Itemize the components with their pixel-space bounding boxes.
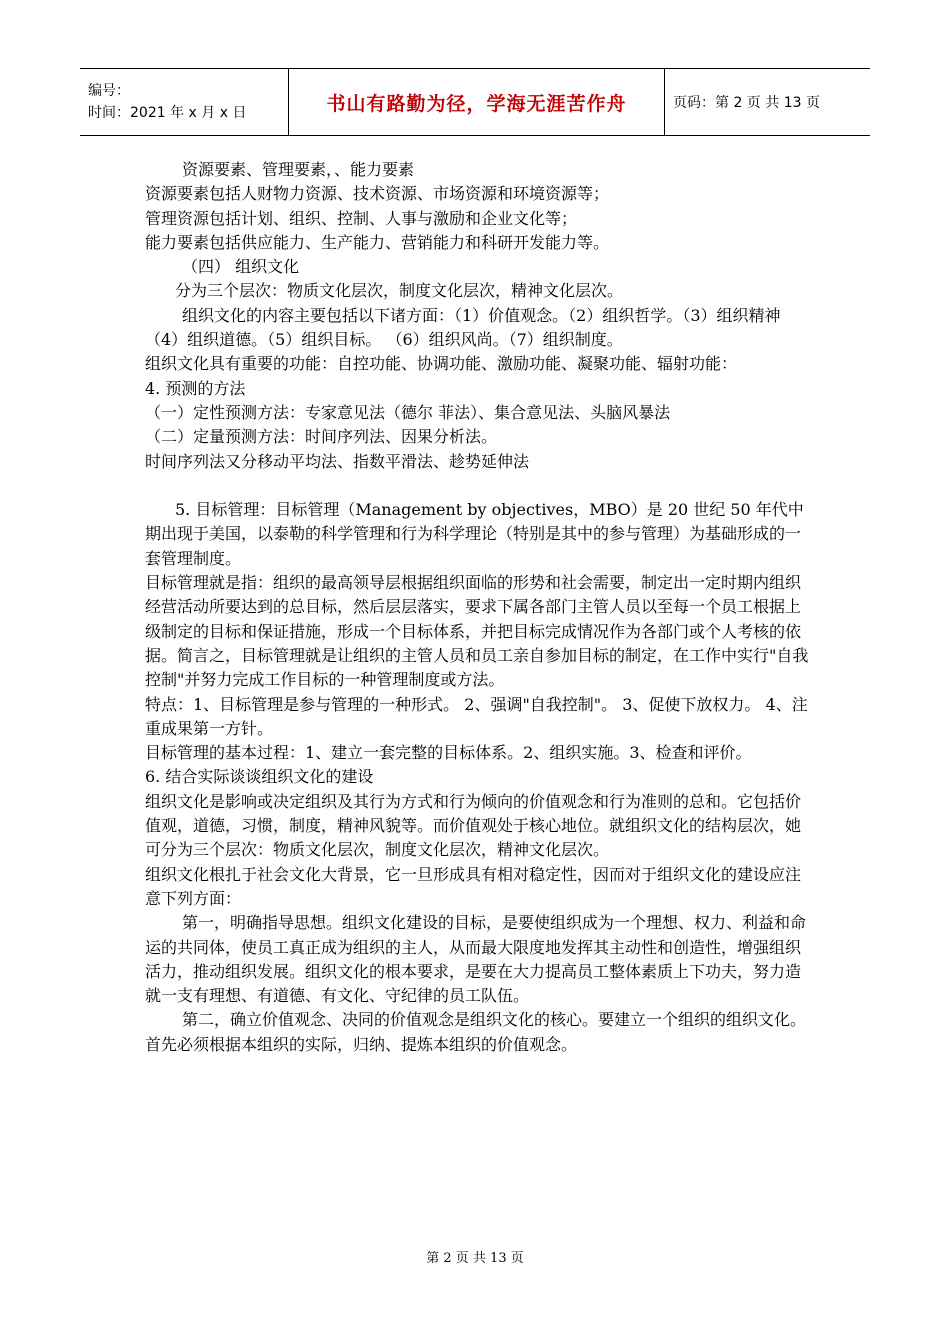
paragraph: 能力要素包括供应能力、生产能力、营销能力和科研开发能力等。 [145,232,610,252]
paragraph: 分为三个层次：物质文化层次，制度文化层次，精神文化层次。 [175,281,624,301]
paragraph: 资源要素、管理要素，、能力要素 [182,160,415,179]
document-body [145,158,810,1057]
document-number-label: 编号： [88,83,130,99]
header-motto: 书山有路勤为径，学海无涯苦作舟 [326,92,627,115]
section-heading: 5. 目标管理：目标管理（Management by objectives，MBO）是 20 世纪 50 年代中期出现于美国，以泰勒的科学管理和行为科学理论（特别是其中的参与管理）为基础形成的一套管理制度。 [145,500,804,568]
page-footer: 第 2 页 共 13 页 [426,1251,524,1266]
header-page-info: 页码：第 2 页 共 13 页 [665,69,871,136]
paragraph: （一）定性预测方法：专家意见法（德尔 菲法）、集合意见法、头脑风暴法 [145,402,671,422]
paragraph: 第二，确立价值观念、决同的价值观念是组织文化的核心。要建立一个组织的组织文化。首先必须根据本组织的实际，归纳、提炼本组织的价值观念。 [145,1010,807,1054]
paragraph: 组织文化的内容主要包括以下诸方面：（1）价值观念。（2）组织哲学。（3）组织精神（4）组织道德。（5）组织目标。 （6）组织风尚。（7）组织制度。 [145,305,781,350]
paragraph: 目标管理的基本过程：1、建立一套完整的目标体系。2、组织实施。3、检查和评价。 [145,743,752,763]
paragraph: 资源要素包括人财物力资源、技术资源、市场资源和环境资源等； [145,184,610,204]
page-header [80,68,870,136]
section-heading: 6. 结合实际谈谈组织文化的建设 [145,767,374,787]
paragraph: 管理资源包括计划、组织、控制、人事与激励和企业文化等； [145,208,578,228]
header-meta [80,69,289,136]
paragraph: 特点：1、目标管理是参与管理的一种形式。 2、强调"自我控制"。 3、促使下放权力。 4、注重成果第一方针。 [145,694,808,738]
paragraph: 第一，明确指导思想。组织文化建设的目标，是要使组织成为一个理想、权力、利益和命运的共同体，使员工真正成为组织的主人，从而最大限度地发挥其主动性和创造性，增强组织活力，推动组织发展。组织文化的根本要求，是要在大力提高员工整体素质上下功夫，努力造就一支有理想、有道德、有文化、守纪律的员工队伍。 [145,913,807,1006]
section-heading: 4. 预测的方法 [145,378,246,398]
header-motto-cell [289,69,665,136]
document-date: 时间：2021 年 x 月 x 日 [88,105,247,121]
paragraph: （二）定量预测方法：时间序列法、因果分析法。 [145,427,498,447]
paragraph: 组织文化是影响或决定组织及其行为方式和行为倾向的价值观念和行为准则的总和。它包括价值观，道德，习惯，制度，精神风貌等。而价值观处于核心地位。就组织文化的结构层次，她可分为三个层次：物质文化层次，制度文化层次，精神文化层次。 [145,791,802,860]
paragraph: 时间序列法又分移动平均法、指数平滑法、趁势延伸法 [145,451,530,471]
paragraph: 组织文化根扎于社会文化大背景，它一旦形成具有相对稳定性，因而对于组织文化的建设应注意下列方面： [145,864,802,908]
blank-line [145,474,810,498]
section-heading: （四） 组织文化 [182,257,300,277]
paragraph: 组织文化具有重要的功能：自控功能、协调功能、激励功能、凝聚功能、辐射功能： [145,354,738,374]
paragraph: 目标管理就是指：组织的最高领导层根据组织面临的形势和社会需要，制定出一定时期内组织经营活动所要达到的总目标，然后层层落实，要求下属各部门主管人员以至每一个员工根据上级制定的目标和保证措施，形成一个目标体系，并把目标完成情况作为各部门或个人考核的依据。简言之，目标管理就是让组织的主管人员和员工亲自参加目标的制定，在工作中实行"自我控制"并努力完成工作目标的一种管理制度或方法。 [145,573,809,690]
